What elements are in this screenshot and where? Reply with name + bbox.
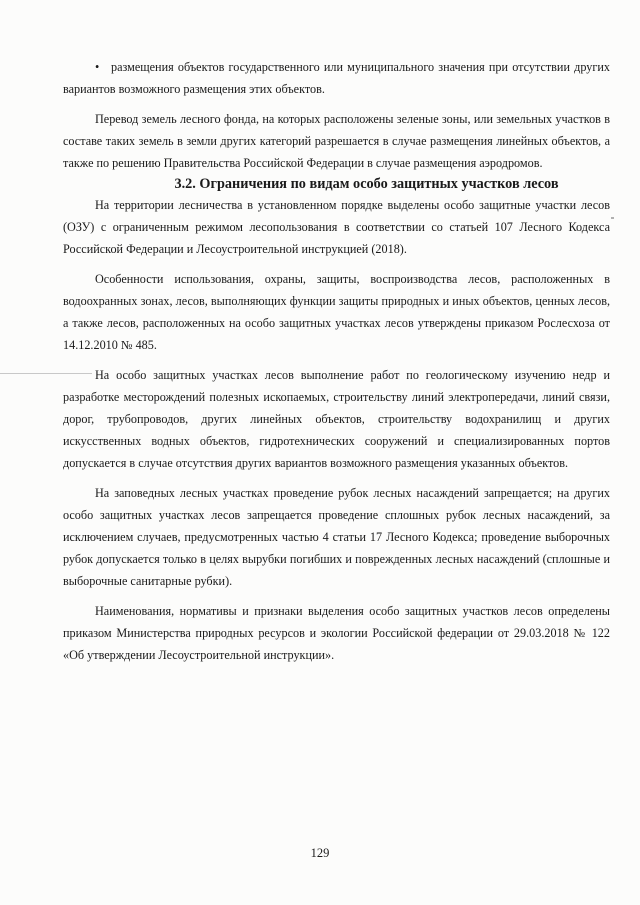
bullet-icon: • (95, 60, 100, 74)
paragraph-names-criteria: Наименования, нормативы и признаки выделения особо защитных участков лесов определены приказом Министерства природных ресурсов и экологии Российской федерации от 29.03.2018 № 122 «Об утверждении Лесоустроительной инструкции». (63, 604, 610, 662)
section-heading: 3.2. Ограничения по видам особо защитных участков лесов (174, 176, 559, 192)
document-body (63, 56, 610, 674)
scan-artifact-dot (611, 217, 614, 219)
bullet-item-text: размещения объектов государственного или муниципального значения при отсутствии других вариантов возможного размещения этих объектов. (63, 60, 610, 96)
page-number: 129 (310, 846, 330, 860)
paragraph-ozu: На территории лесничества в установленном порядке выделены особо защитные участки лесов (ОЗУ) с ограниченным режимом лесопользования в соответствии со статьей 107 Лесного Кодекса Российской Федерации и Лесоустроительной инструкцией (2018). (63, 198, 610, 256)
paragraph-usage-features: Особенности использования, охраны, защиты, воспроизводства лесов, расположенных в водоохранных зонах, лесов, выполняющих функции защиты природных и иных объектов, ценных лесов, а также лесов, расположенных на особо защитных участках лесов утверждены приказом Рослесхоза от 14.12.2010 № 485. (63, 272, 610, 352)
paragraph-works-permitted: На особо защитных участках лесов выполнение работ по геологическому изучению недр и разработке месторождений полезных ископаемых, строительству линий электропередачи, линий связи, дорог, трубопроводов, других линейных объектов, строительству водохранилищ и других искусственных водных объектов, гидротехнических сооружений и специализированных портов допускается в случае отсутствия других вариантов возможного размещения указанных объектов. (63, 368, 610, 470)
paragraph-reserved-areas: На заповедных лесных участках проведение рубок лесных насаждений запрещается; на других особо защитных участках лесов запрещается проведение сплошных рубок лесных насаждений, за исключением случаев, предусмотренных частью 4 статьи 17 Лесного Кодекса; проведение выборочных рубок допускается только в целях вырубки погибших и поврежденных лесных насаждений (сплошные и выборочные санитарные рубки). (63, 486, 610, 588)
bullet-item (63, 56, 610, 100)
paragraph-forest-land-transfer: Перевод земель лесного фонда, на которых расположены зеленые зоны, или земельных участков в составе таких земель в земли других категорий разрешается в случае размещения линейных объектов, а также по решению Правительства Российской Федерации в случае размещения аэродромов. (63, 112, 610, 170)
